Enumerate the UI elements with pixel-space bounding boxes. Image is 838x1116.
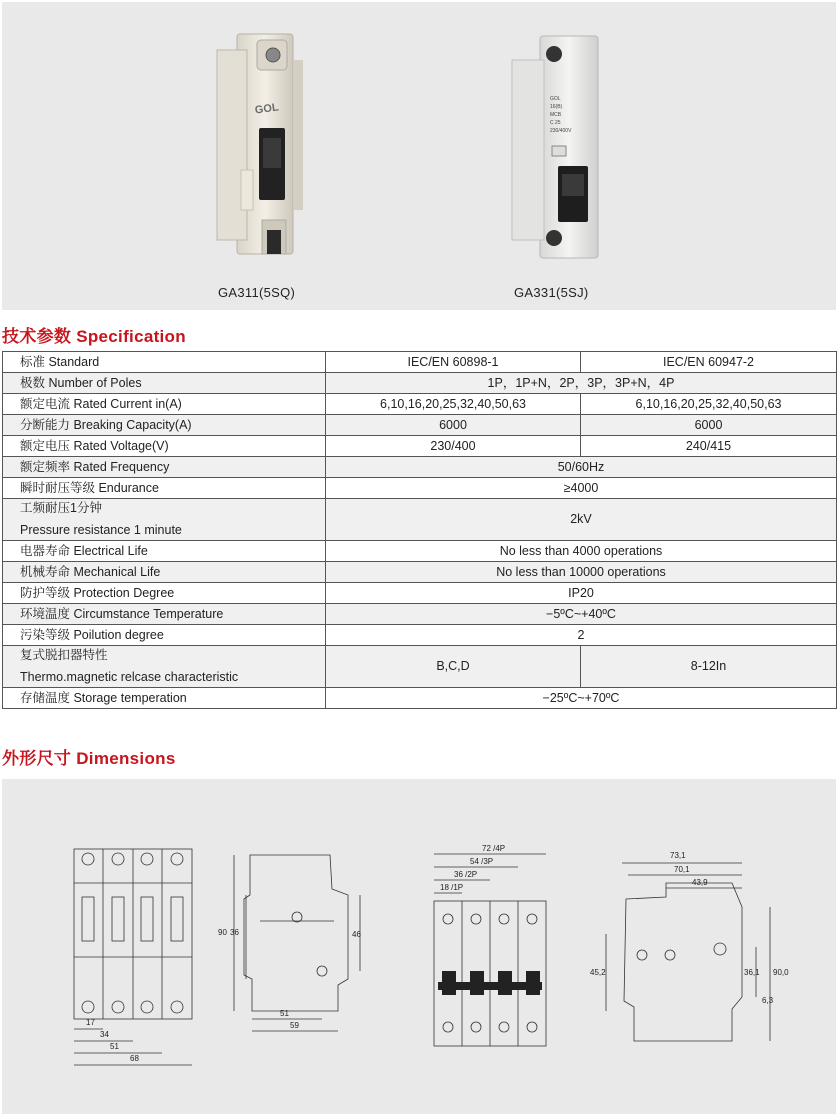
drawing-side-view-2 (606, 863, 770, 1041)
dim-label-1p: 18 /1P (440, 883, 464, 892)
front-label-4: C 25 (550, 120, 561, 126)
spec-label-cn: 复式脱扣器特性 (20, 648, 108, 662)
dimension-drawings (2, 779, 836, 1114)
spec-value-a: B,C,D (326, 646, 581, 688)
spec-row-rated-voltage (3, 436, 837, 457)
spec-value-a: IEC/EN 60898-1 (326, 352, 581, 373)
spec-value-b: 6000 (581, 415, 837, 436)
spec-row-pressure-resistance (3, 499, 837, 541)
dim-label-36: 36 (230, 928, 239, 937)
spec-row-circumstance-temperature (3, 604, 837, 625)
spec-row-breaking-capacity (3, 415, 837, 436)
spec-row-rated-current (3, 394, 837, 415)
product-caption-ga331: GA331(5SJ) (514, 285, 589, 300)
dim-label-34: 34 (100, 1030, 109, 1039)
breaker-ga331-image (502, 34, 612, 260)
dim-label-17: 17 (86, 1018, 95, 1027)
spec-label: 环境温度 Circumstance Temperature (3, 604, 326, 625)
spec-value-a: 6000 (326, 415, 581, 436)
breaker-ga311-image (207, 30, 317, 260)
drawing-front-4p (74, 849, 192, 1065)
product-caption-ga311: GA311(5SQ) (218, 285, 296, 300)
dim-label-43: 43,9 (692, 878, 708, 887)
spec-value: ≥4000 (326, 478, 837, 499)
dim-label-6: 6,3 (762, 996, 774, 1005)
spec-value: IP20 (326, 583, 837, 604)
spec-label: 额定电压 Rated Voltage(V) (3, 436, 326, 457)
front-label-3: MCB (550, 112, 562, 118)
spec-value-a: 6,10,16,20,25,32,40,50,63 (326, 394, 581, 415)
dim-label-36b: 36,1 (744, 968, 760, 977)
spec-label: 瞬时耐压等级 Endurance (3, 478, 326, 499)
spec-label-en: Thermo.magnetic relcase characteristic (20, 670, 239, 684)
spec-row-poles (3, 373, 837, 394)
dim-label-3p: 54 /3P (470, 857, 494, 866)
spec-row-mechanical-life (3, 562, 837, 583)
spec-value-b: 6,10,16,20,25,32,40,50,63 (581, 394, 837, 415)
spec-label: 极数 Number of Poles (3, 373, 326, 394)
spec-label: 电器寿命 Electrical Life (3, 541, 326, 562)
spec-row-electrical-life (3, 541, 837, 562)
spec-label: 防护等级 Protection Degree (3, 583, 326, 604)
dim-label-73: 73,1 (670, 851, 686, 860)
front-label-5: 230/400V (550, 128, 572, 134)
spec-label (3, 646, 326, 688)
spec-row-trip-characteristic (3, 646, 837, 688)
dim-label-45: 45,2 (590, 968, 606, 977)
dim-label-4p: 72 /4P (482, 844, 506, 853)
spec-label-en: Pressure resistance 1 minute (20, 523, 182, 537)
dimensions-panel (2, 779, 836, 1114)
spec-label: 额定频率 Rated Frequency (3, 457, 326, 478)
dim-label-2p: 36 /2P (454, 870, 478, 879)
spec-label: 机械寿命 Mechanical Life (3, 562, 326, 583)
spec-row-endurance (3, 478, 837, 499)
spec-label-cn: 工频耐压1分钟 (20, 501, 102, 515)
spec-value: No less than 10000 operations (326, 562, 837, 583)
spec-value-b: IEC/EN 60947-2 (581, 352, 837, 373)
spec-value: 1P，1P+N，2P，3P，3P+N，4P (326, 373, 837, 394)
spec-value: −25ºC~+70ºC (326, 688, 837, 709)
dim-label-90: 90 (218, 928, 227, 937)
drawing-side-view (234, 855, 360, 1031)
spec-value: −5ºC~+40ºC (326, 604, 837, 625)
product-photo-panel (2, 2, 836, 310)
dim-label-46: 46 (352, 930, 361, 939)
spec-row-standard (3, 352, 837, 373)
spec-value: 2 (326, 625, 837, 646)
spec-label: 分断能力 Breaking Capacity(A) (3, 415, 326, 436)
spec-label (3, 499, 326, 541)
spec-value-b: 8-12In (581, 646, 837, 688)
spec-value: 50/60Hz (326, 457, 837, 478)
dimensions-section-title: 外形尺寸 Dimensions (2, 749, 176, 768)
spec-value-a: 230/400 (326, 436, 581, 457)
front-label-2: 16(B) (550, 104, 563, 110)
spec-row-pollution-degree (3, 625, 837, 646)
spec-value: No less than 4000 operations (326, 541, 837, 562)
spec-value: 2kV (326, 499, 837, 541)
dim-label-90b: 90,0 (773, 968, 789, 977)
dim-label-59: 59 (290, 1021, 299, 1030)
front-label-1: GOL (550, 96, 561, 102)
spec-row-protection-degree (3, 583, 837, 604)
dim-label-70: 70,1 (674, 865, 690, 874)
spec-row-rated-frequency (3, 457, 837, 478)
spec-table (2, 351, 837, 709)
brand-logo: GOL (254, 101, 280, 117)
spec-value-b: 240/415 (581, 436, 837, 457)
spec-label: 额定电流 Rated Current in(A) (3, 394, 326, 415)
spec-row-storage-temperature (3, 688, 837, 709)
spec-section-title: 技术参数 Specification (2, 327, 186, 346)
dim-label-51: 51 (110, 1042, 119, 1051)
dim-label-68: 68 (130, 1054, 139, 1063)
dim-label-51b: 51 (280, 1009, 289, 1018)
spec-label: 污染等级 Poilution degree (3, 625, 326, 646)
spec-label: 存储温度 Storage temperation (3, 688, 326, 709)
spec-label: 标准 Standard (3, 352, 326, 373)
